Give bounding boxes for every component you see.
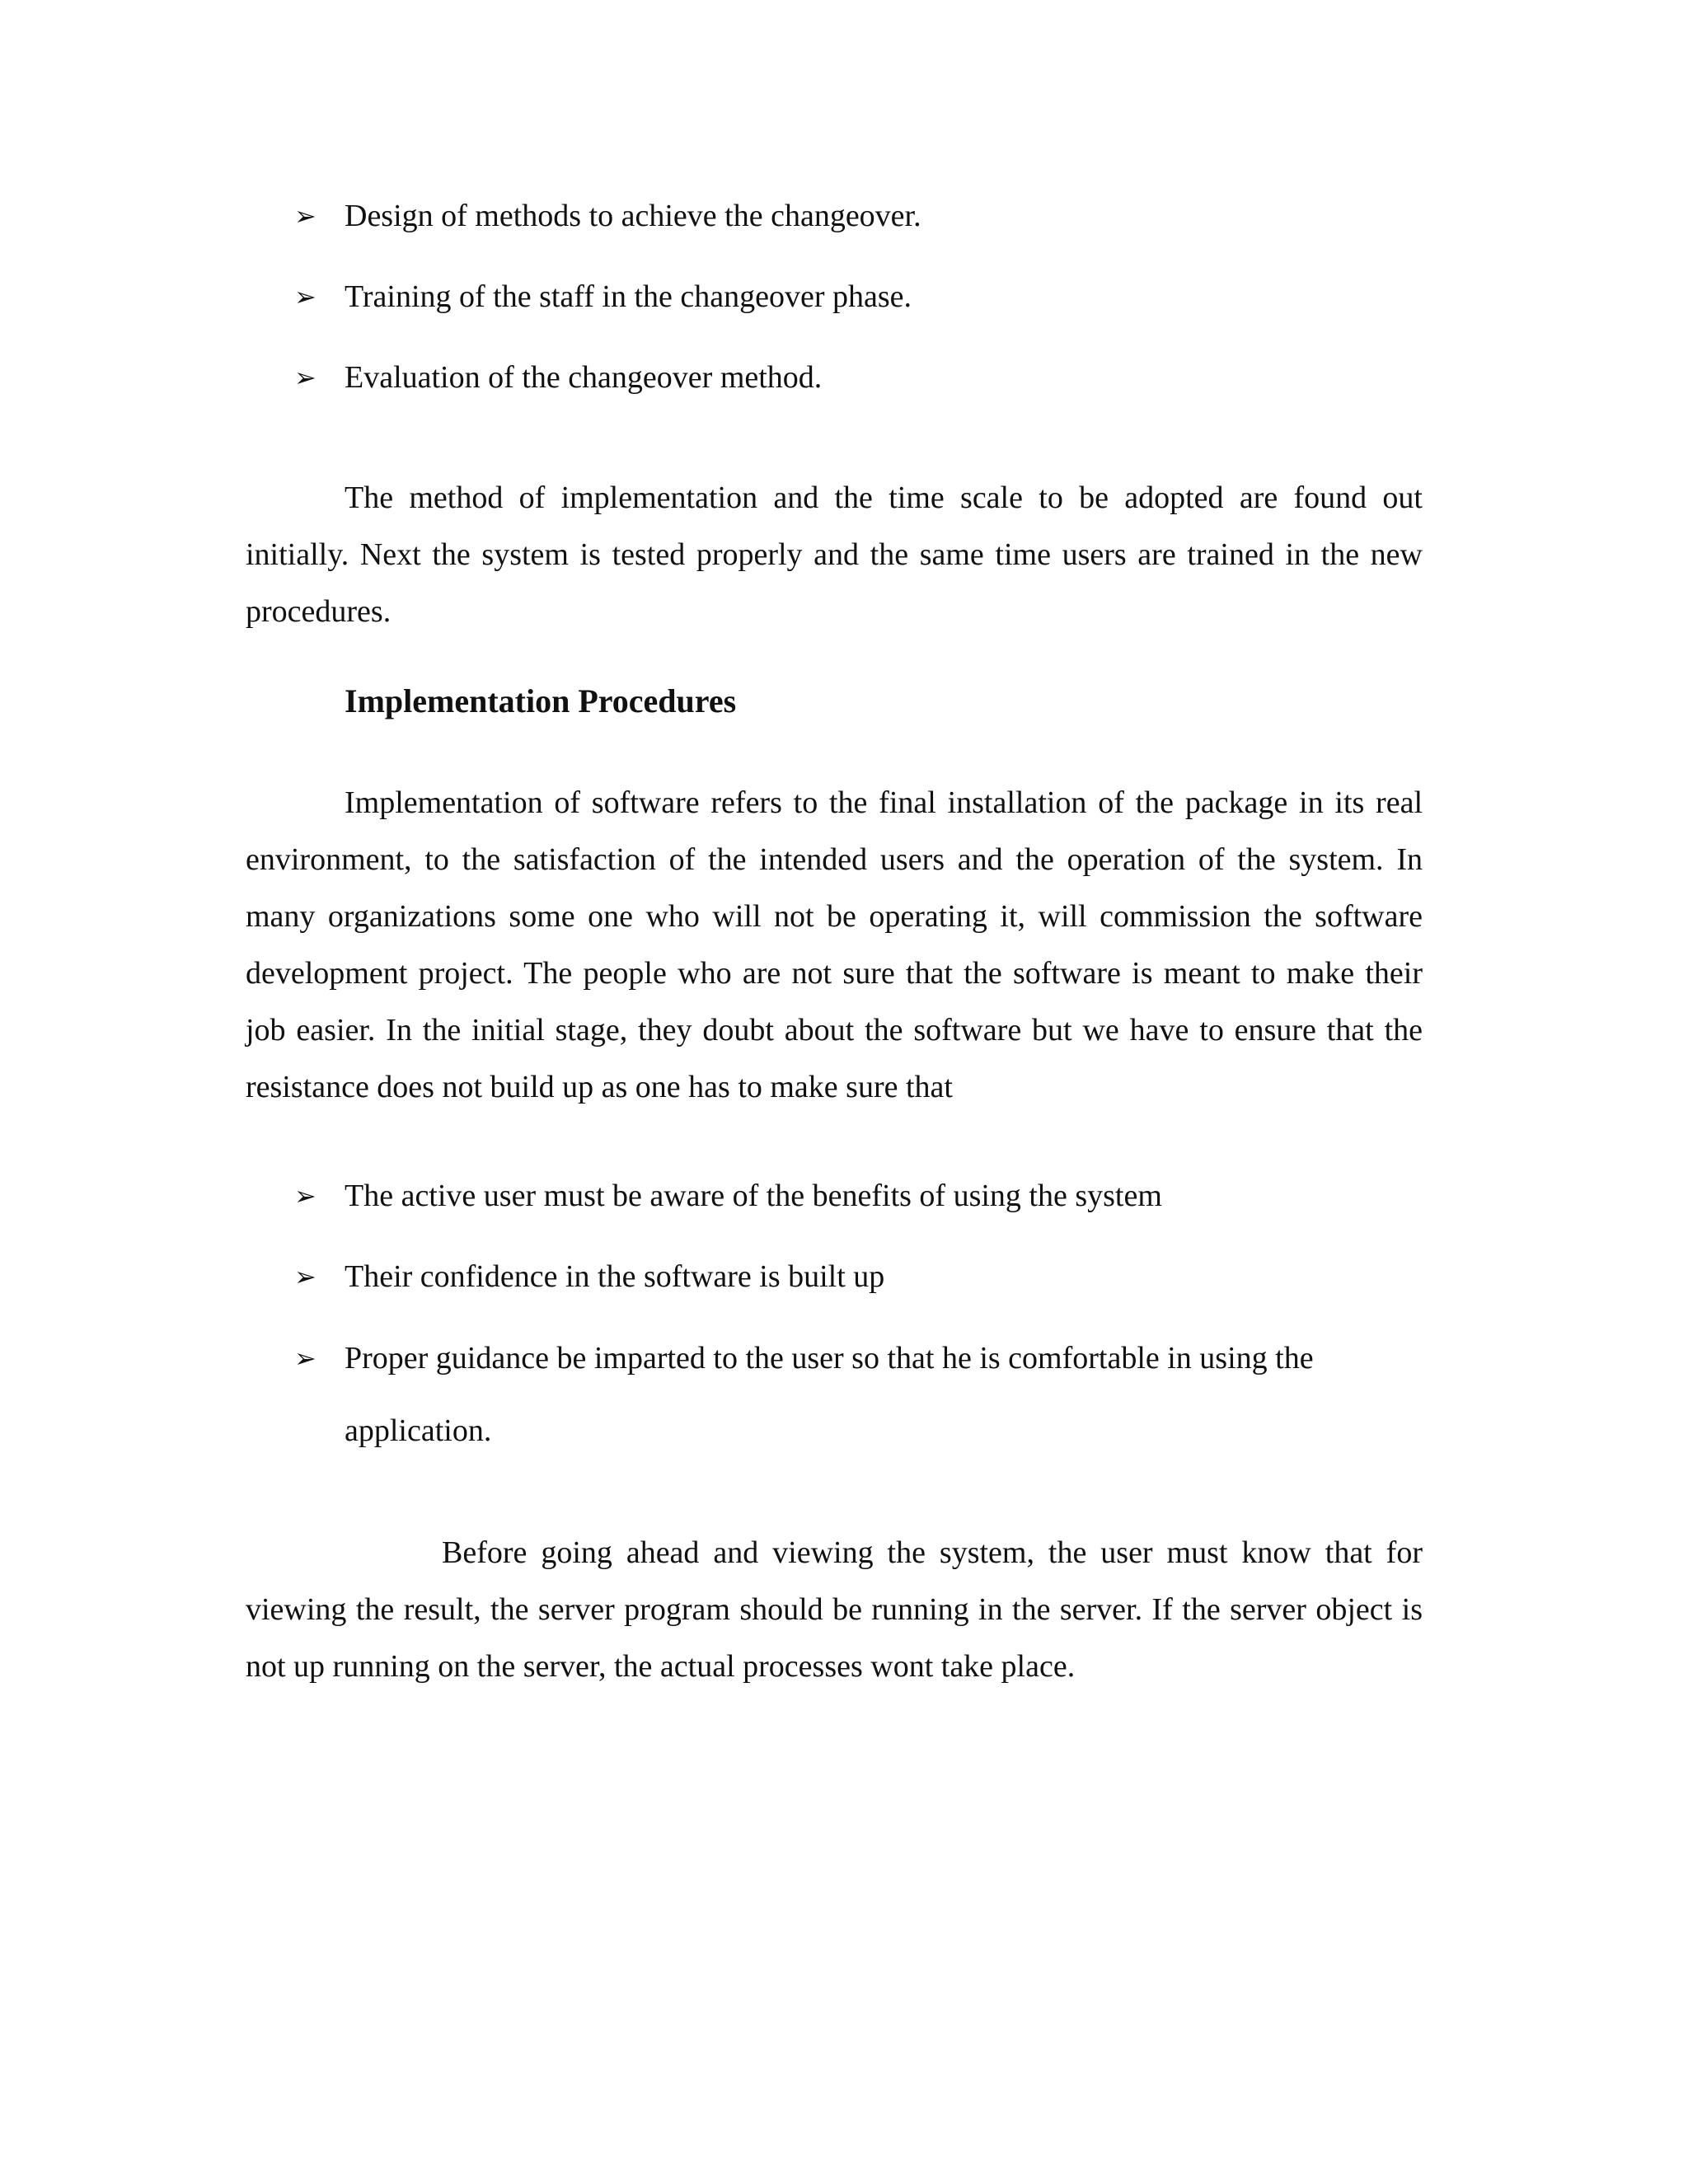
bullet-text: Proper guidance be imparted to the user so that he is comfortable in using the application.	[345, 1341, 1314, 1448]
paragraph-implementation-method: The method of implementation and the time scale to be adopted are found out initially. Next the system is tested properly and the same time users are trained in the new procedures.	[246, 480, 1423, 629]
bullet-text: Evaluation of the changeover method.	[345, 360, 823, 395]
paragraph-implementation-procedures: Implementation of software refers to the final installation of the package in its real environment, to the satisfaction of the intended users and the operation of the system. In many organizations some one who will not be operating it, will commission the software development project. The people who are not sure that the software is meant to make their job easier. In the initial stage, they doubt about the software but we have to ensure that the resistance does not build up as one has to make sure that	[246, 785, 1423, 1104]
arrow-bullet-icon: ➢	[294, 281, 316, 312]
paragraph-server-note: Before going ahead and viewing the system, the user must know that for viewing the result, the server program should be running in the server. If the server object is not up running on the server, the actual processes wont take place.	[246, 1535, 1423, 1684]
bullet-text: The active user must be aware of the benefits of using the system	[345, 1179, 1162, 1213]
bullet-text: Training of the staff in the changeover phase.	[345, 279, 912, 314]
arrow-bullet-icon: ➢	[294, 200, 316, 232]
arrow-bullet-icon: ➢	[294, 1343, 316, 1374]
bullet-text: Their confidence in the software is built up	[345, 1259, 885, 1294]
arrow-bullet-icon: ➢	[294, 1261, 316, 1292]
bullet-text: Design of methods to achieve the changeover.	[345, 199, 921, 233]
section-heading: Implementation Procedures	[345, 682, 737, 719]
arrow-bullet-icon: ➢	[294, 362, 316, 393]
arrow-bullet-icon: ➢	[294, 1180, 316, 1212]
